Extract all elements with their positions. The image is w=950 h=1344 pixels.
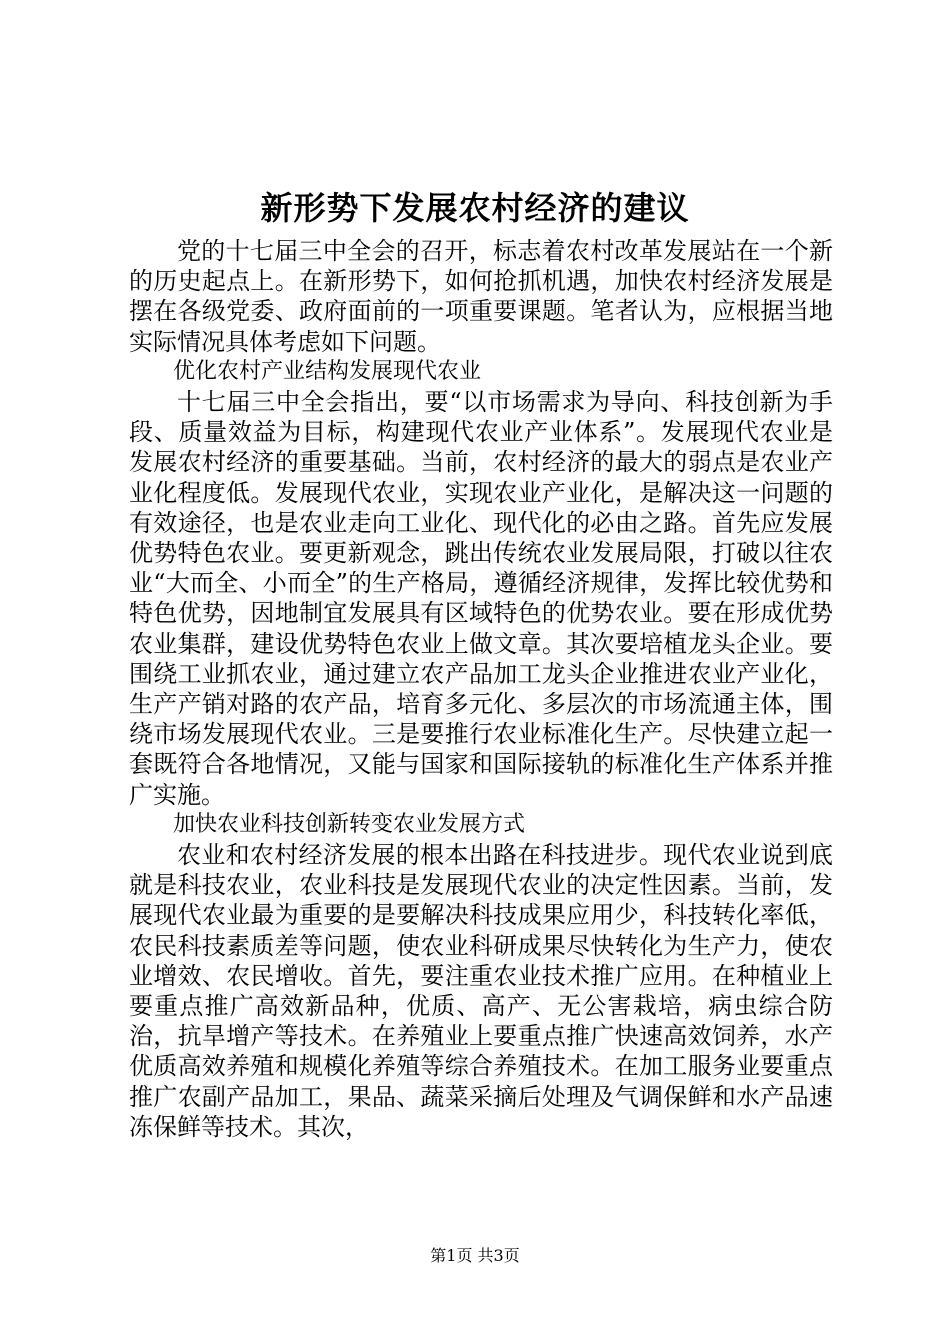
- document-body: [129, 236, 833, 1142]
- page-number-footer: 第1页 共3页: [430, 1246, 520, 1265]
- paragraph-tech-progress: 农业和农村经济发展的根本出路在科技进步。现代农业说到底就是科技农业，农业科技是发展现代农业的决定性因素。当前，发展现代农业最为重要的是要解决科技成果应用少，科技转化率低，农民科技素质差等问题，使农业科研成果尽快转化为生产力，使农业增效、农民增收。首先，要注重农业技术推广应用。在种植业上要重点推广高效新品种，优质、高产、无公害栽培，病虫综合防治，抗旱增产等技术。在养殖业上要重点推广快速高效饲养，水产优质高效养殖和规模化养殖等综合养殖技术。在加工服务业要重点推广农副产品加工，果品、蔬菜采摘后处理及气调保鲜和水产品速冻保鲜等技术。其次，: [129, 841, 833, 1141]
- paragraph-modern-agriculture: 十七届三中全会指出，要“以市场需求为导向、科技创新为手段、质量效益为目标，构建现代农业产业体系”。发展现代农业是发展农村经济的重要基础。当前，农村经济的最大的弱点是农业产业化程度低。发展现代农业，实现农业产业化，是解决这一问题的有效途径，也是农业走向工业化、现代化的必由之路。首先应发展优势特色农业。要更新观念，跳出传统农业发展局限，打破以往农业“大而全、小而全”的生产格局，遵循经济规律，发挥比较优势和特色优势，因地制宜发展具有区域特色的优势农业。要在形成优势农业集群，建设优势特色农业上做文章。其次要培植龙头企业。要围绕工业抓农业，通过建立农产品加工龙头企业推进农业产业化，生产产销对路的农产品，培育多元化、多层次的市场流通主体，围绕市场发展现代农业。三是要推行农业标准化生产。尽快建立起一套既符合各地情况，又能与国家和国际接轨的标准化生产体系并推广实施。: [129, 388, 833, 809]
- document-title: 新形势下发展农村经济的建议: [260, 189, 690, 227]
- paragraph-intro: 党的十七届三中全会的召开，标志着农村改革发展站在一个新的历史起点上。在新形势下，如何抢抓机遇，加快农村经济发展是摆在各级党委、政府面前的一项重要课题。笔者认为，应根据当地实际情况具体考虑如下问题。: [129, 237, 833, 356]
- section-heading-industry-structure: 优化农村产业结构发展现代农业: [173, 358, 482, 384]
- section-heading-tech-innovation: 加快农业科技创新转变农业发展方式: [173, 811, 526, 837]
